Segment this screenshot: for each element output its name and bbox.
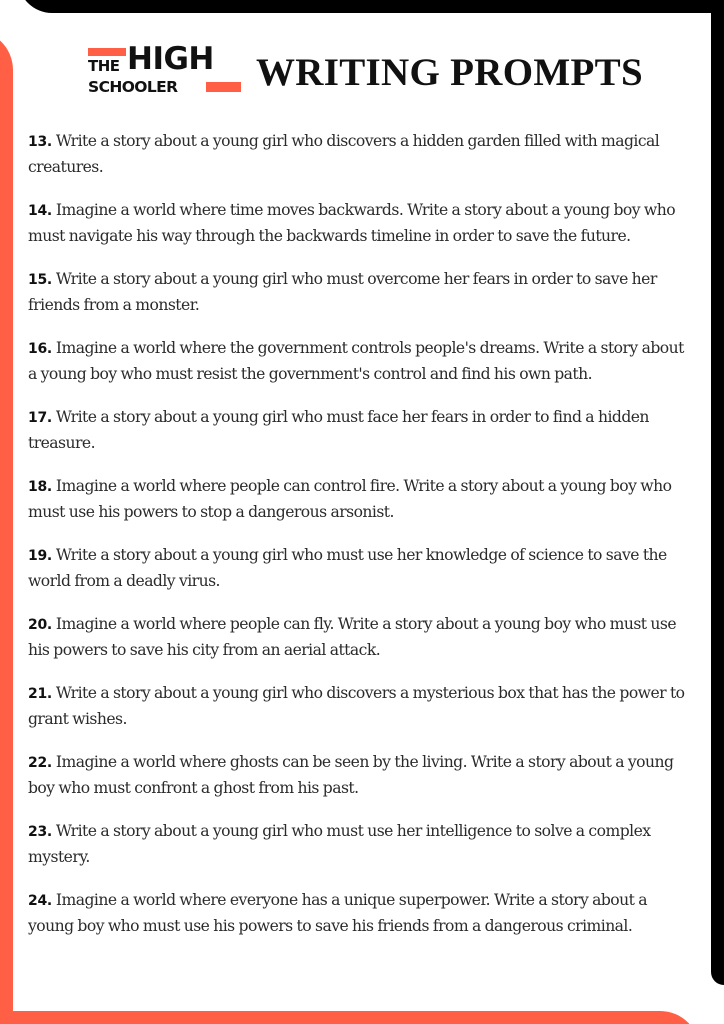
prompt-number: 22. — [28, 755, 52, 771]
prompt-number: 19. — [28, 548, 52, 564]
logo-accent-bar-bottom — [206, 82, 241, 92]
prompt-text: Imagine a world where the government controls people's dreams. Write a story about a young boy who must resist the government's control and find his own path. — [28, 339, 684, 383]
prompt-text: Write a story about a young girl who must use her intelligence to solve a complex mystery. — [28, 822, 651, 866]
prompt-text: Write a story about a young girl who discovers a hidden garden filled with magical creatures. — [28, 132, 660, 176]
page-header — [88, 41, 643, 100]
prompt-list — [28, 129, 696, 957]
prompt-item-16 — [28, 336, 696, 386]
prompt-number: 24. — [28, 893, 52, 909]
prompt-item-14 — [28, 198, 696, 248]
prompt-item-24 — [28, 888, 696, 938]
prompt-text: Imagine a world where people can fly. Write a story about a young boy who must use his powers to save his city from an aerial attack. — [28, 615, 677, 659]
prompt-item-13 — [28, 129, 696, 179]
frame-left-orange-band — [0, 30, 13, 1024]
prompt-text: Imagine a world where people can control fire. Write a story about a young boy who must use his powers to stop a dangerous arsonist. — [28, 477, 672, 521]
prompt-text: Write a story about a young girl who must face her fears in order to find a hidden treasure. — [28, 408, 649, 452]
prompt-item-22 — [28, 750, 696, 800]
frame-right-black-band — [711, 0, 724, 985]
prompt-number: 18. — [28, 479, 52, 495]
prompt-item-19 — [28, 543, 696, 593]
prompt-text: Write a story about a young girl who must overcome her fears in order to save her friends from a monster. — [28, 270, 657, 314]
prompt-item-18 — [28, 474, 696, 524]
prompt-text: Write a story about a young girl who must use her knowledge of science to save the world from a deadly virus. — [28, 546, 667, 590]
prompt-text: Imagine a world where everyone has a unique superpower. Write a story about a young boy who must use his powers to save his friends from a dangerous criminal. — [28, 891, 648, 935]
page-title: WRITING PROMPTS — [256, 51, 643, 94]
prompt-number: 21. — [28, 686, 52, 702]
prompt-number: 15. — [28, 272, 52, 288]
prompt-item-17 — [28, 405, 696, 455]
frame-top-black-band — [18, 0, 724, 13]
prompt-item-15 — [28, 267, 696, 317]
prompt-number: 23. — [28, 824, 52, 840]
prompt-number: 13. — [28, 134, 52, 150]
logo-high-text: HIGH — [127, 41, 214, 77]
prompt-text: Write a story about a young girl who discovers a mysterious box that has the power to grant wishes. — [28, 684, 685, 728]
the-high-schooler-logo — [88, 41, 242, 100]
logo-schooler-text: SCHOOLER — [88, 78, 178, 96]
prompt-text: Imagine a world where time moves backwards. Write a story about a young boy who must navigate his way through the backwards timeline in order to save the future. — [28, 201, 676, 245]
prompt-number: 14. — [28, 203, 52, 219]
prompt-number: 17. — [28, 410, 52, 426]
prompt-text: Imagine a world where ghosts can be seen by the living. Write a story about a young boy who must confront a ghost from his past. — [28, 753, 674, 797]
prompt-number: 20. — [28, 617, 52, 633]
prompt-item-20 — [28, 612, 696, 662]
frame-bottom-orange-band — [0, 1011, 700, 1024]
prompt-item-21 — [28, 681, 696, 731]
logo-accent-bar-top — [88, 48, 126, 56]
logo-the-text: THE — [88, 57, 120, 75]
prompt-item-23 — [28, 819, 696, 869]
prompt-number: 16. — [28, 341, 52, 357]
